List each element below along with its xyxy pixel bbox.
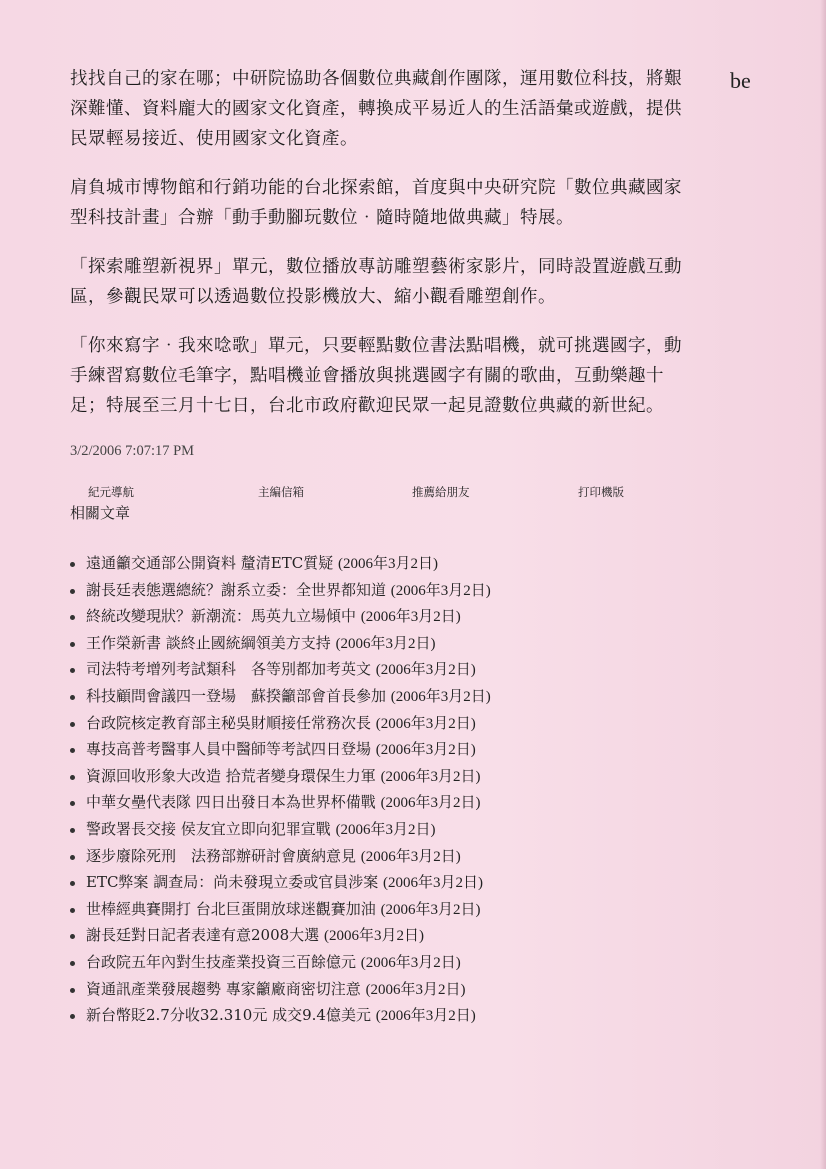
related-article-date: (2006年3月2日) (380, 795, 481, 812)
related-article-date: (2006年3月2日) (365, 981, 466, 998)
related-article-item[interactable] (70, 950, 690, 977)
related-article-item[interactable] (70, 631, 690, 658)
related-article-date: (2006年3月2日) (375, 715, 476, 732)
related-article-item[interactable] (70, 897, 690, 924)
article-paragraph-3: 「探索雕塑新視界」單元，數位播放專訪雕塑藝術家影片，同時設置遊戲互動區，參觀民眾可以透過數位投影機放大、縮小觀看雕塑創作。 (70, 257, 682, 307)
related-article-item[interactable] (70, 684, 690, 711)
article-paragraph-2: 肩負城市博物館和行銷功能的台北探索館，首度與中央研究院「數位典藏國家型科技計畫」合辦「動手動腳玩數位‧隨時隨地做典藏」特展。 (70, 178, 682, 228)
related-article-date: (2006年3月2日) (380, 768, 481, 785)
related-article-title[interactable]: 遠通籲交通部公開資料 釐清ETC質疑 (86, 554, 334, 572)
article-paragraph-1: 找找自己的家在哪；中研院協助各個數位典藏創作團隊，運用數位科技，將艱深難懂、資料龐大的國家文化資產，轉換成平易近人的生活語彙或遊戲，提供民眾輕易接近、使用國家文化資產。 (70, 69, 682, 149)
article-paragraph-4: 「你來寫字‧我來唸歌」單元，只要輕點數位書法點唱機，就可挑選國字，動手練習寫數位毛筆字，點唱機並會播放與挑選國字有關的歌曲，互動樂趣十足；特展至三月十七日，台北市政府歡迎民眾一起見證數位典藏的新世紀。 (70, 336, 682, 416)
related-article-title[interactable]: 中華女壘代表隊 四日出發日本為世界杯備戰 (86, 793, 376, 812)
related-article-title[interactable]: 科技顧問會議四一登場 蘇揆籲部會首長參加 (86, 686, 387, 705)
related-article-item[interactable] (70, 657, 690, 684)
related-article-item[interactable] (70, 604, 690, 631)
related-article-item[interactable] (70, 977, 690, 1004)
related-article-title[interactable]: 資通訊產業發展趨勢 專家籲廠商密切注意 (86, 979, 361, 998)
article-actions (70, 484, 690, 500)
article-content (70, 64, 690, 1030)
related-article-date: (2006年3月2日) (360, 848, 461, 865)
related-article-date: (2006年3月2日) (360, 954, 461, 971)
related-article-date: (2006年3月2日) (375, 662, 476, 679)
print-link[interactable]: 打印機版 (578, 485, 624, 499)
recommend-link[interactable]: 推薦給朋友 (412, 485, 470, 499)
related-article-item[interactable] (70, 923, 690, 950)
related-article-title[interactable]: 逐步廢除死刑 法務部辦研討會廣納意見 (86, 846, 357, 865)
related-article-item[interactable] (70, 844, 690, 871)
related-article-title[interactable]: 台政院核定教育部主秘吳財順接任常務次長 (86, 713, 372, 732)
related-article-date: (2006年3月2日) (323, 928, 424, 945)
nav-link[interactable]: 紀元導航 (88, 485, 134, 499)
related-article-date: (2006年3月2日) (335, 635, 436, 652)
related-article-date: (2006年3月2日) (382, 875, 483, 892)
related-article-title[interactable]: 專技高普考醫事人員中醫師等考試四日登場 (86, 740, 372, 759)
related-article-item[interactable] (70, 790, 690, 817)
related-articles-list (70, 551, 690, 1030)
related-article-title[interactable]: 世棒經典賽開打 台北巨蛋開放球迷觀賽加油 (86, 899, 376, 918)
related-article-title[interactable]: 謝長廷表態選總統？謝系立委：全世界都知道 (86, 580, 387, 599)
related-article-item[interactable] (70, 764, 690, 791)
related-article-date: (2006年3月2日) (360, 609, 461, 626)
corner-mark: be (730, 68, 751, 93)
related-article-date: (2006年3月2日) (380, 901, 481, 918)
related-article-date: (2006年3月2日) (375, 1008, 476, 1025)
article-timestamp: 3/2/2006 7:07:17 PM (70, 443, 195, 459)
related-article-title[interactable]: 警政署長交接 侯友宜立即向犯罪宣戰 (86, 819, 331, 838)
scan-edge-shadow (820, 0, 826, 1169)
related-article-title[interactable]: 謝長廷對日記者表達有意2008大選 (86, 926, 320, 945)
editor-mail-link[interactable]: 主編信箱 (258, 485, 304, 499)
related-article-item[interactable] (70, 1003, 690, 1030)
related-article-date: (2006年3月2日) (337, 556, 438, 572)
related-article-date: (2006年3月2日) (375, 742, 476, 759)
related-article-date: (2006年3月2日) (390, 688, 491, 705)
related-article-item[interactable] (70, 578, 690, 605)
related-article-title[interactable]: 司法特考增列考試類科 各等別都加考英文 (86, 660, 372, 679)
related-article-title[interactable]: 資源回收形象大改造 拾荒者變身環保生力軍 (86, 766, 376, 785)
related-article-date: (2006年3月2日) (335, 821, 436, 838)
related-article-date: (2006年3月2日) (390, 582, 491, 599)
related-article-title[interactable]: 終統改變現狀？新潮流：馬英九立場傾中 (86, 607, 357, 626)
related-article-title[interactable]: 台政院五年內對生技產業投資三百餘億元 (86, 952, 357, 971)
related-article-title[interactable]: ETC弊案 調查局：尚未發現立委或官員涉案 (86, 873, 379, 892)
related-article-item[interactable] (70, 870, 690, 897)
related-articles-heading: 相關文章 (70, 504, 131, 522)
related-article-item[interactable] (70, 817, 690, 844)
related-article-item[interactable] (70, 551, 690, 578)
related-article-title[interactable]: 新台幣貶2.7分收32.310元 成交9.4億美元 (86, 1006, 371, 1025)
related-article-item[interactable] (70, 737, 690, 764)
related-article-item[interactable] (70, 711, 690, 738)
related-article-title[interactable]: 王作榮新書 談終止國統綱領美方支持 (86, 633, 331, 652)
